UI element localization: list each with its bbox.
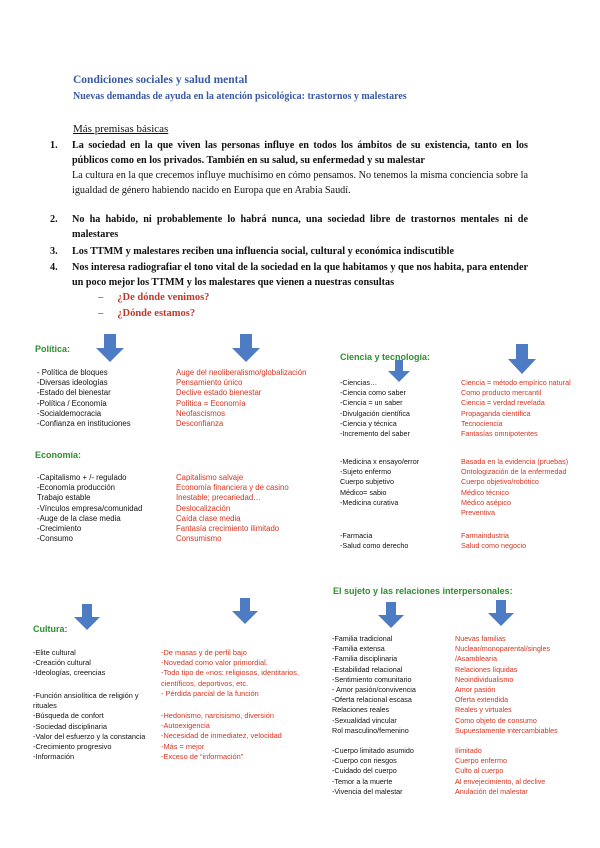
- list-item: Propaganda científica: [461, 408, 531, 418]
- list-item: -Ciencia como saber: [340, 388, 406, 398]
- list-item: -Capitalismo + /- regulado: [37, 473, 127, 482]
- list-item: Nuclear/monoparental/singles: [455, 644, 551, 654]
- section-politica-heading: Política:: [35, 344, 71, 354]
- list-item: - Política de bloques: [37, 368, 108, 377]
- list-item: -Familia disciplinaria: [332, 654, 398, 664]
- list-item: Auge del neoliberalismo/globalización: [176, 368, 307, 377]
- economia-before-list: [37, 473, 142, 544]
- list-item: rituales: [33, 701, 57, 711]
- list-item: Tecnociencia: [461, 418, 503, 428]
- list-item: Farmaindustria: [461, 531, 509, 540]
- list-item: -Familia tradicional: [332, 634, 393, 643]
- list-item: - Amor pasión/convivencia: [332, 684, 416, 694]
- list-item: -Estado del bienestar: [37, 388, 111, 398]
- list-item: Cuerpo enfermo: [455, 756, 507, 766]
- list-item: -Medicina x ensayo/error: [340, 457, 420, 466]
- list-item: Médico asépico: [461, 497, 511, 507]
- list-item: Como objeto de consumo: [455, 715, 537, 725]
- list-item: Como producto mercantil: [461, 388, 542, 398]
- economia-now-list: [176, 473, 289, 544]
- page-subtitle: Nuevas demandas de ayuda en la atención psicológica: trastornos y malestares: [73, 91, 407, 102]
- list-item: -Ideologías, creencias: [33, 668, 106, 678]
- list-item: -Auge de la clase media: [37, 513, 121, 523]
- list-item: Ontologización de la enfermedad: [461, 467, 567, 477]
- list-item: -Medicina curativa: [340, 497, 399, 507]
- list-item: Reales y virtuales: [455, 705, 512, 715]
- list-item: -Necesidad de inmediatez, velocidad: [161, 731, 282, 741]
- arrow-down-icon: [378, 602, 404, 628]
- list-item: /Asamblearia: [455, 654, 497, 664]
- list-item: -Función ansiolítica de religión y: [33, 691, 139, 700]
- premisa-text: Nos interesa radiografiar el tono vital de la sociedad en la que habitamos y que nos habita, para entender un poco mejor los TTMM y los malestares que vienen a nuestras consultas: [72, 262, 528, 288]
- arrow-down-icon: [74, 604, 100, 630]
- list-item: - Pérdida parcial de la función: [161, 688, 259, 698]
- premisa-note: La cultura en la que crecemos influye muchísimo en cómo pensamos. No tenemos la misma conciencia sobre la igualdad de género habiendo nacido en Europa que en Arabia Saudí.: [72, 170, 528, 196]
- list-item: -Búsqueda de confort: [33, 711, 104, 721]
- list-item: Médico= sabio: [340, 487, 387, 497]
- list-item: -Consumo: [37, 534, 73, 544]
- list-item: Salud como negocio: [461, 541, 527, 551]
- question-2: – ¿Dónde estamos?: [98, 308, 196, 319]
- list-item: -Sexualidad vincular: [332, 715, 397, 725]
- ciencia-now-list-1: [461, 378, 571, 439]
- list-item: -Información: [33, 752, 75, 762]
- page-title: Condiciones sociales y salud mental: [73, 74, 248, 86]
- list-item: -Elite cultural: [33, 648, 76, 657]
- list-item: -Cuidado del cuerpo: [332, 766, 397, 776]
- ciencia-now-list-2: [461, 457, 568, 518]
- list-item: -Estabilidad relacional: [332, 664, 403, 674]
- premisa-1: [50, 138, 528, 198]
- premisa-number: 3.: [50, 246, 58, 257]
- list-item: -Diversas ideologías: [37, 378, 108, 388]
- list-item: Pensamiento único: [176, 378, 243, 388]
- premisa-number: 1.: [50, 140, 58, 151]
- list-item: Ciencia = método empírico natural: [461, 378, 571, 387]
- arrow-down-icon: [232, 598, 258, 624]
- list-item: -Sentimiento comunitario: [332, 674, 412, 684]
- list-item: -Economía producción: [37, 483, 116, 493]
- list-item: Fantasía crecimiento ilimitado: [176, 523, 280, 533]
- ciencia-before-list-3: [340, 531, 408, 551]
- list-item: Relaciones reales: [332, 705, 390, 715]
- list-item: Neoindividualismo: [455, 674, 514, 684]
- arrow-down-icon: [508, 344, 536, 374]
- list-item: -Ciencia y técnica: [340, 418, 397, 428]
- list-item: -Vínculos empresa/comunidad: [37, 503, 143, 513]
- premisa-text: Los TTMM y malestares reciben una influencia social, cultural y económica indiscutible: [72, 246, 455, 257]
- list-item: Caída clase media: [176, 513, 241, 523]
- list-item: -Exceso de “información”: [161, 751, 244, 761]
- list-item: -Confianza en instituciones: [37, 418, 131, 428]
- arrow-down-icon: [96, 334, 124, 362]
- politica-now-list: [176, 368, 306, 429]
- politica-before-list: [37, 368, 131, 429]
- list-item: Trabajo estable: [37, 493, 91, 503]
- list-item: -Vivencia del malestar: [332, 786, 403, 796]
- list-item: Fantasías omnipotentes: [461, 428, 538, 438]
- arrow-down-icon: [488, 600, 514, 626]
- list-item: -Cuerpo con riesgos: [332, 756, 397, 766]
- premisa-number: 4.: [50, 262, 58, 273]
- list-item: Preventiva: [461, 507, 495, 517]
- premisas-heading: Más premisas básicas: [73, 123, 169, 135]
- sujeto-now-list-2: [455, 746, 545, 797]
- premisa-2: [50, 212, 528, 242]
- list-item: Desconfianza: [176, 418, 224, 428]
- list-item: -Todo tipo de «nos: religiosos, identitarios,: [161, 668, 300, 678]
- list-item: -Novedad como valor primordial.: [161, 658, 268, 668]
- ciencia-now-list-3: [461, 531, 526, 551]
- list-item: Política = Economía: [176, 398, 246, 408]
- ciencia-before-list-1: [340, 378, 410, 439]
- list-item: -De masas y de perfil bajo: [161, 648, 247, 657]
- list-item: Economía financiera y de casino: [176, 483, 289, 493]
- list-item: Anulación del malestar: [455, 786, 528, 796]
- list-item: -Sociedad disciplinaria: [33, 721, 107, 731]
- premisa-3: [50, 244, 528, 259]
- list-item: Neofascismos: [176, 408, 225, 418]
- cultura-now-list-1: [161, 648, 299, 699]
- list-item: Consumismo: [176, 534, 222, 544]
- section-economia-heading: Economía:: [35, 450, 82, 460]
- list-item: -Divulgación científica: [340, 408, 410, 418]
- list-item: -Ciencia = un saber: [340, 398, 403, 408]
- list-item: -Política / Economía: [37, 398, 107, 408]
- cultura-before-list-2: [33, 691, 145, 762]
- list-item: -Temor a la muerte: [332, 776, 393, 786]
- sujeto-before-list-2: [332, 746, 414, 797]
- list-item: -Crecimiento progresivo: [33, 741, 112, 751]
- premisa-text: No ha habido, ni probablemente lo habrá nunca, una sociedad libre de trastornos mentales ni de malestares: [72, 214, 528, 240]
- list-item: -Oferta relacional escasa: [332, 695, 412, 705]
- section-cultura-heading: Cultura:: [33, 624, 68, 634]
- list-item: -Más = mejor: [161, 741, 205, 751]
- list-item: -Cuerpo limitado asumido: [332, 746, 414, 755]
- list-item: Ciencia = verdad revelada: [461, 398, 545, 408]
- section-sujeto-heading: El sujeto y las relaciones interpersonales:: [333, 586, 513, 596]
- ciencia-before-list-2: [340, 457, 419, 508]
- list-item: Inestable; precariedad…: [176, 493, 261, 503]
- question-1: – ¿De dónde venimos?: [98, 292, 210, 303]
- list-item: -Valor del esfuerzo y la constancia: [33, 731, 146, 741]
- list-item: Culto al cuerpo: [455, 766, 504, 776]
- list-item: Médico técnico: [461, 487, 509, 497]
- list-item: Nuevas familias: [455, 634, 506, 643]
- sujeto-now-list-1: [455, 634, 558, 736]
- list-item: Rol masculino/femenino: [332, 725, 409, 735]
- cultura-before-list-1: [33, 648, 105, 679]
- list-item: Al envejecimiento, al declive: [455, 776, 546, 786]
- list-item: Capitalismo salvaje: [176, 473, 244, 482]
- arrow-down-icon: [232, 334, 260, 362]
- list-item: Declive estado bienestar: [176, 388, 262, 398]
- list-item: Cuerpo objetivo/robótico: [461, 477, 539, 487]
- list-item: -Creación cultural: [33, 658, 91, 668]
- list-item: -Familia extensa: [332, 644, 385, 654]
- list-item: Relaciones líquidas: [455, 664, 518, 674]
- list-item: Cuerpo subjetivo: [340, 477, 394, 487]
- premisa-4: [50, 260, 528, 290]
- list-item: Basada en la evidencia (pruebas): [461, 457, 569, 466]
- list-item: -Ciencias…: [340, 378, 378, 387]
- section-ciencia-heading: Ciencia y tecnología:: [340, 352, 431, 362]
- cultura-now-list-2: [161, 711, 282, 762]
- list-item: Ilimitado: [455, 746, 482, 755]
- premisa-number: 2.: [50, 214, 58, 225]
- list-item: -Socialdemocracia: [37, 408, 102, 418]
- list-item: Amor pasión: [455, 684, 496, 694]
- list-item: -Incremento del saber: [340, 428, 410, 438]
- list-item: -Hedonismo, narcisismo, diversión: [161, 711, 274, 720]
- list-item: -Sujeto enfermo: [340, 467, 392, 477]
- premisa-text: La sociedad en la que viven las personas influye en todos los ámbitos de su existencia, tanto en los públicos como en los privados. También en su salud, su enfermedad y su malestar: [72, 140, 528, 166]
- sujeto-before-list-1: [332, 634, 416, 736]
- list-item: Supuestamente intercambiables: [455, 725, 558, 735]
- list-item: -Salud como derecho: [340, 541, 409, 551]
- list-item: -Crecimiento: [37, 523, 82, 533]
- list-item: -Farmacia: [340, 531, 373, 540]
- list-item: científicos, deportivos, etc.: [161, 678, 249, 688]
- list-item: -Autoexigencia: [161, 721, 210, 731]
- list-item: Deslocalización: [176, 503, 231, 513]
- list-item: Oferta extendida: [455, 695, 509, 705]
